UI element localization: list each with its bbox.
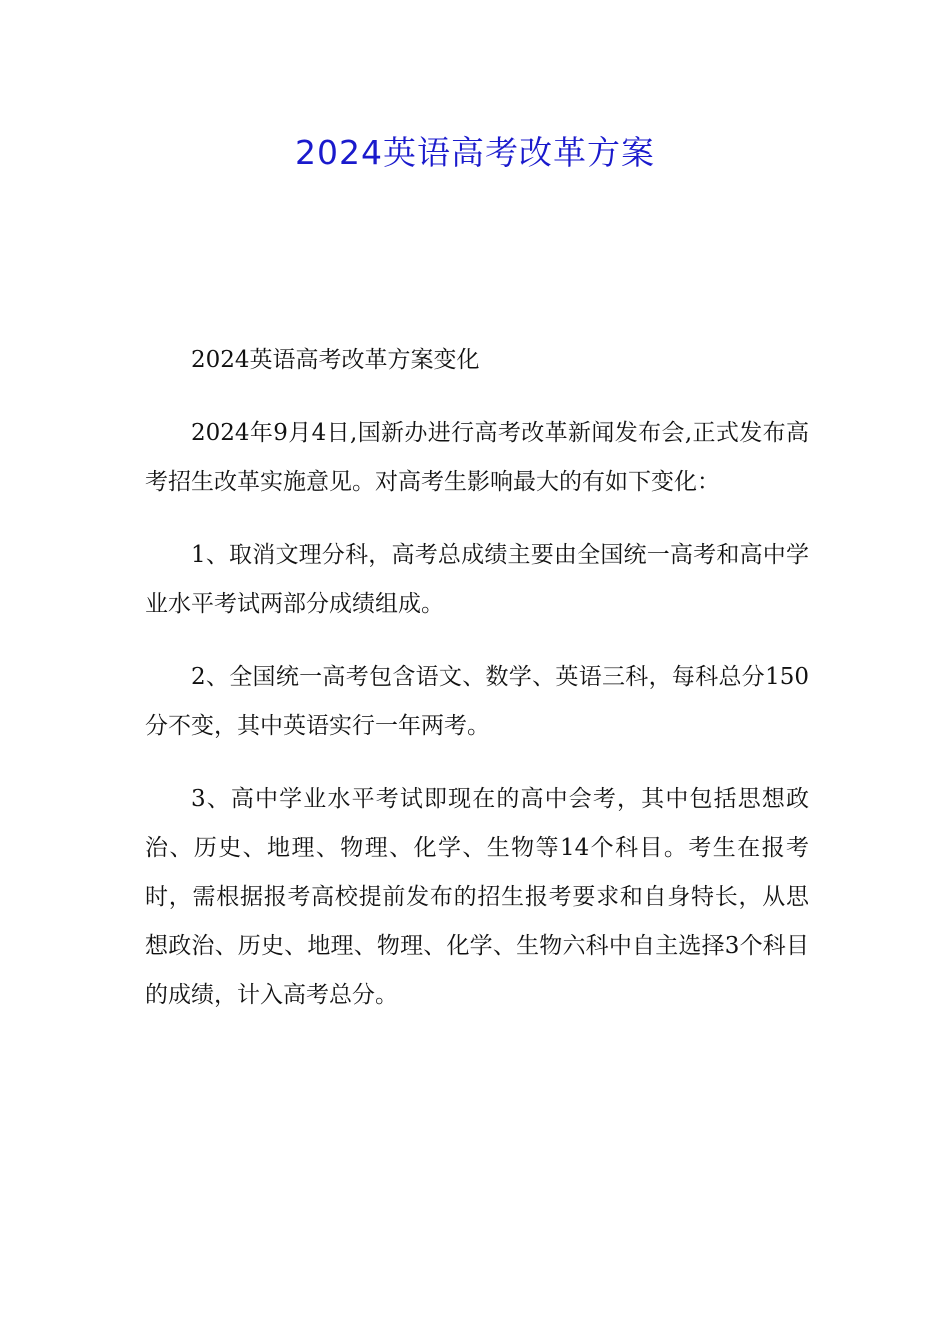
document-title: 2024英语高考改革方案 <box>295 133 655 172</box>
paragraph-intro: 2024年9月4日,国新办进行高考改革新闻发布会,正式发布高考招生改革实施意见。对高考生影响最大的有如下变化： <box>145 420 809 495</box>
document-body <box>145 336 809 1044</box>
paragraph-item-2: 2、全国统一高考包含语文、数学、英语三科，每科总分150分不变，其中英语实行一年两考。 <box>145 664 809 739</box>
paragraph-item-3: 3、高中学业水平考试即现在的高中会考，其中包括思想政治、历史、地理、物理、化学、生物等14个科目。考生在报考时，需根据报考高校提前发布的招生报考要求和自身特长，从思想政治、历史、地理、物理、化学、生物六科中自主选择3个科目的成绩，计入高考总分。 <box>145 786 809 1008</box>
paragraph-item-1: 1、取消文理分科，高考总成绩主要由全国统一高考和高中学业水平考试两部分成绩组成。 <box>145 542 809 617</box>
paragraph-heading: 2024英语高考改革方案变化 <box>191 347 480 373</box>
